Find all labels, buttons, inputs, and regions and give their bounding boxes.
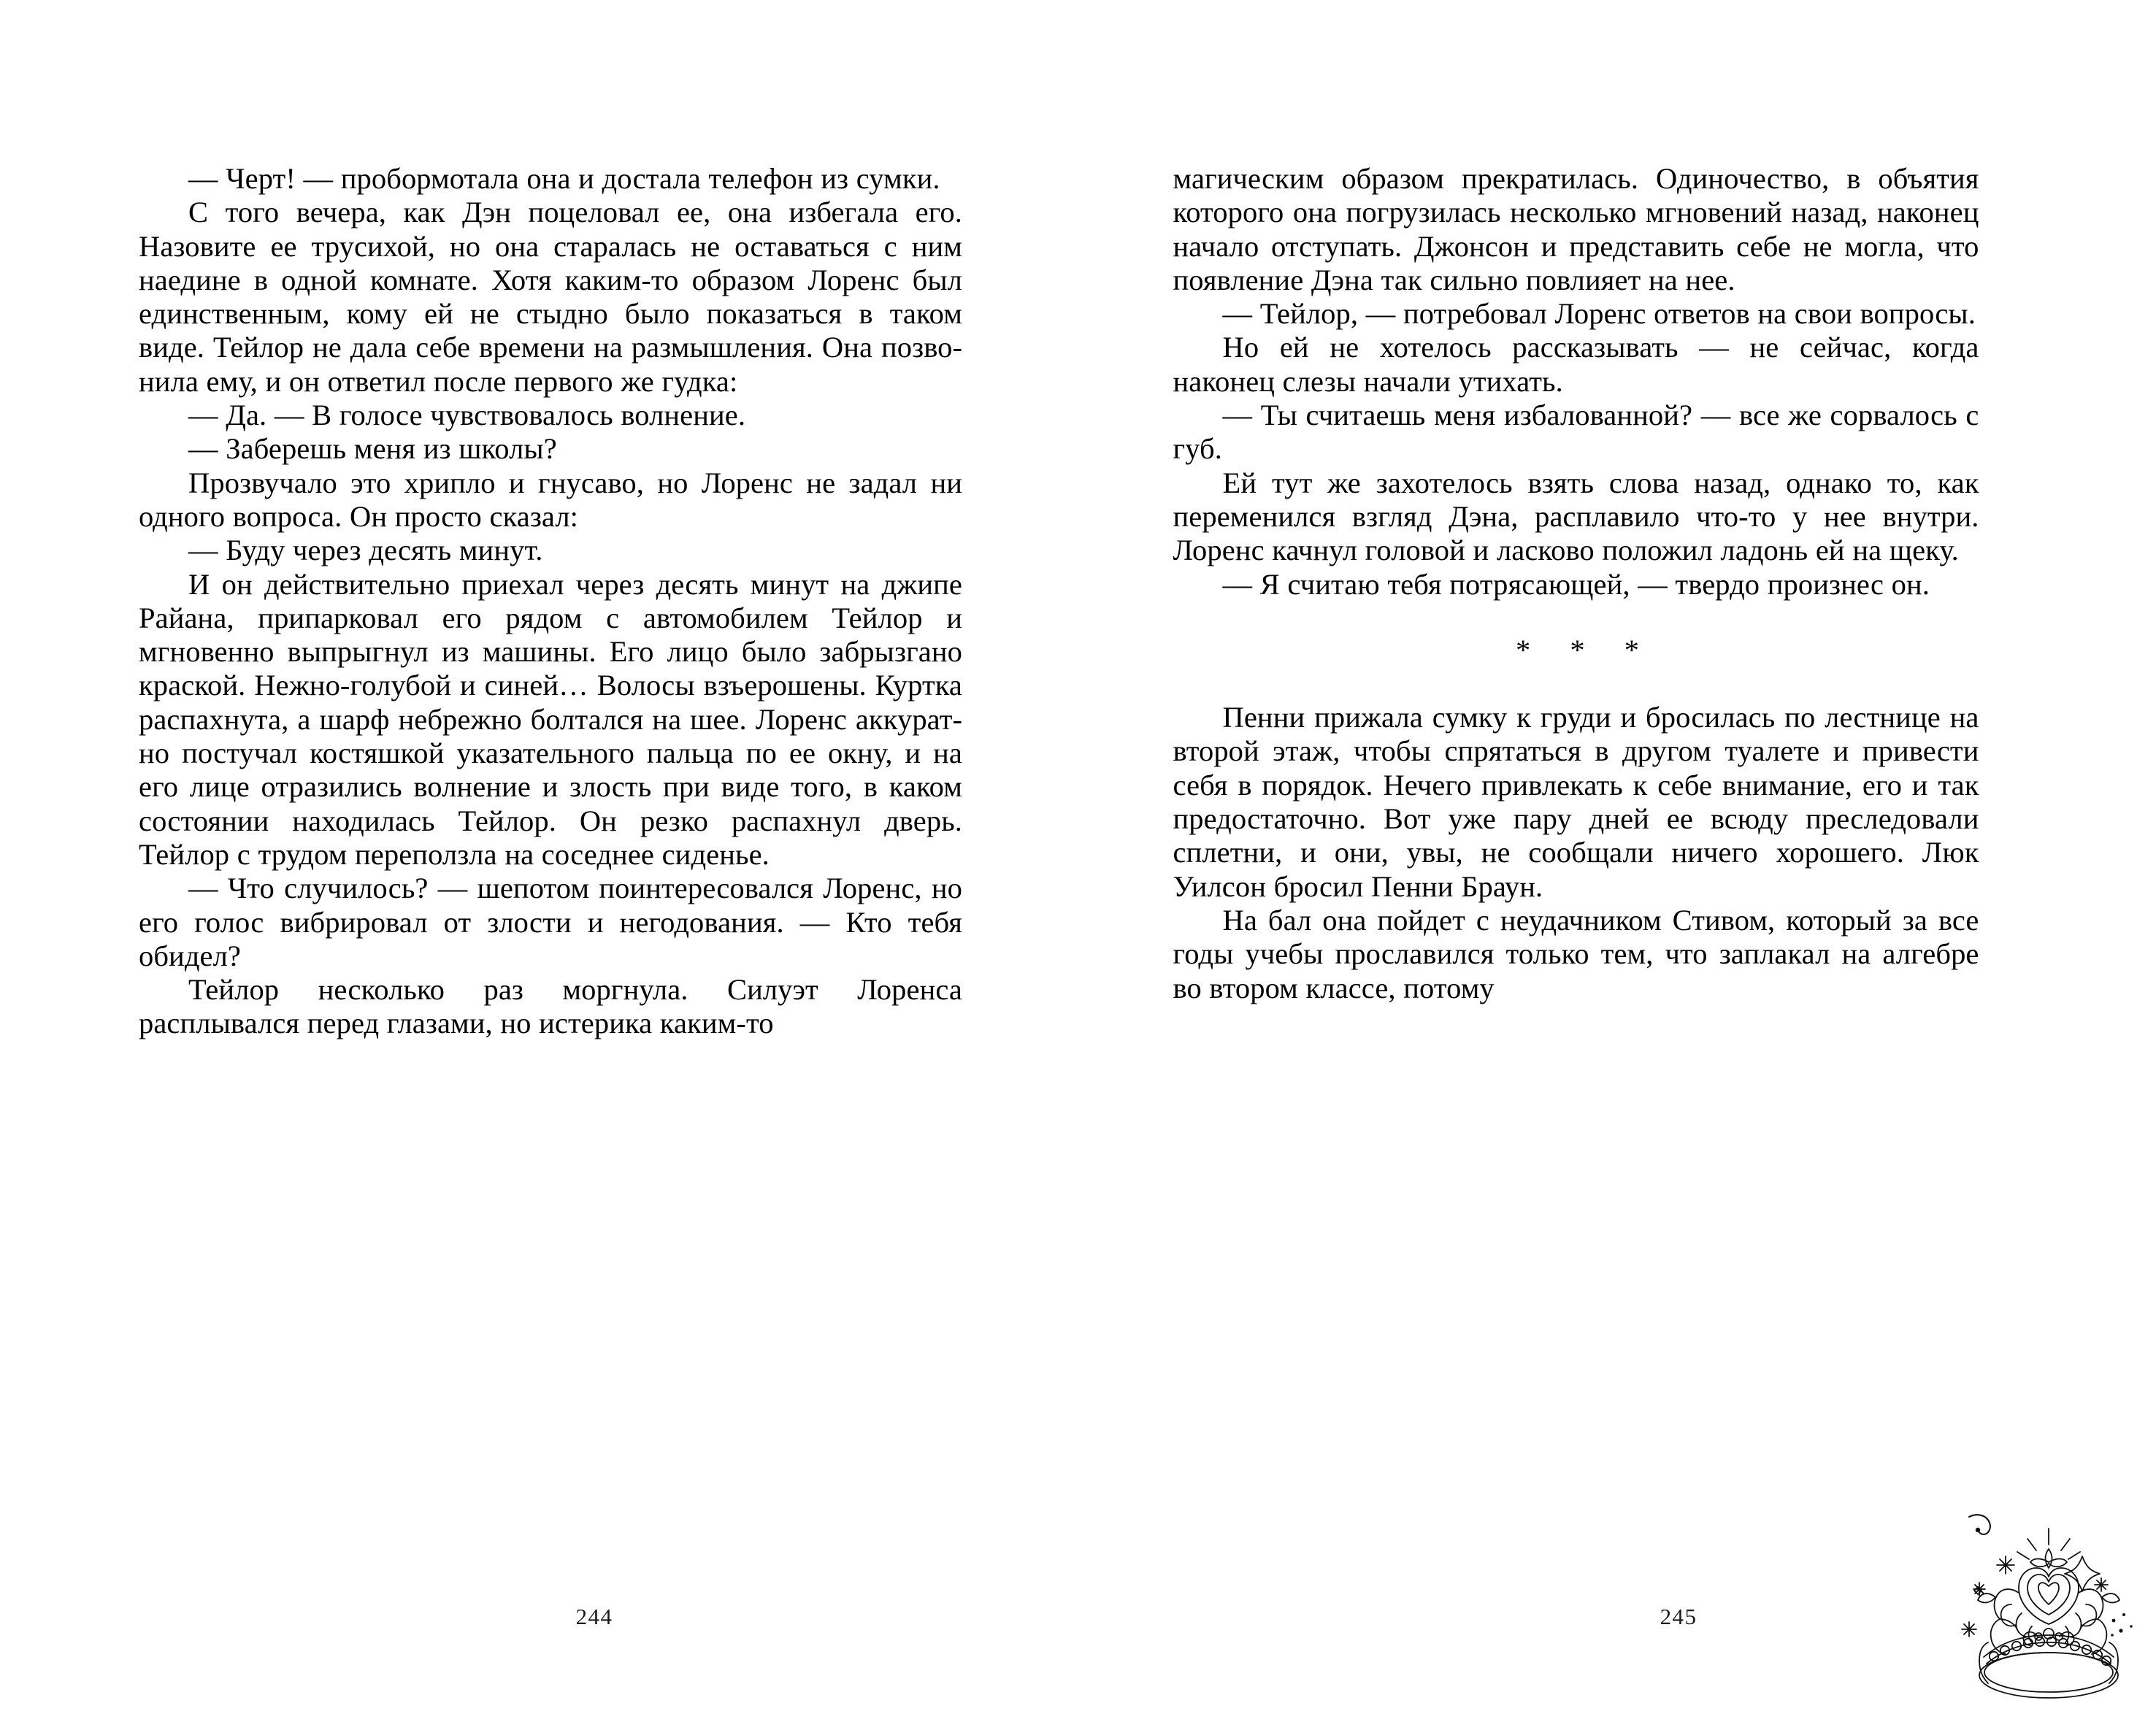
paragraph: — Да. — В голосе чувствовалось волнение. bbox=[139, 399, 962, 432]
paragraph: Пенни прижала сумку к груди и бросилась по лестнице на второй этаж, чтобы спрятаться в другом туалете и привести себя в порядок. Нечего привлекать к себе внимание, его и так предостаточно. Вот уже пару дней ее всюду преследовали сплетни, и они, увы, не сообщали ничего хорошего. Люк Уилсон бросил Пенни Браун. bbox=[1173, 701, 1979, 904]
paragraph: — Что случилось? — шепотом поинтересовался Лоренс, но его голос вибрировал от злости и негодования. — Кто тебя обидел? bbox=[139, 872, 962, 973]
paragraph: И он действительно приехал через десять минут на джипе Райана, припарковал его рядом с автомобилем Тейлор и мгновенно выпрыгнул из машины. Его лицо было забрызгано краской. Нежно-голубой и синей… Волосы взъерошены. Куртка распахнута, а шарф небрежно болтался на шее. Лоренс аккуратно постучал костяшкой указательного пальца по ее окну, и на его лице отразились волнение и злость при виде того, в каком состоянии находилась Тейлор. Он резко распахнул дверь. Тейлор с трудом переползла на соседнее сиденье. bbox=[139, 568, 962, 872]
paragraph: — Заберешь меня из школы? bbox=[139, 432, 962, 466]
paragraph: магическим образом прекратилась. Одиночество, в объятия которого она погрузилась несколько мгновений назад, наконец начало отступать. Джонсон и представить себе не могла, что появление Дэна так сильно повлияет на нее. bbox=[1173, 162, 1979, 297]
paragraph: — Я считаю тебя потрясающей, — твердо произнес он. bbox=[1173, 568, 1979, 601]
paragraph: — Ты считаешь меня избалованной? — все же сорвалось с губ. bbox=[1173, 399, 1979, 466]
page-number-left: 244 bbox=[0, 1605, 1145, 1628]
right-page-text-column bbox=[1173, 162, 1979, 1005]
paragraph: — Буду через десять минут. bbox=[139, 534, 962, 567]
paragraph: Прозвучало это хрипло и гнусаво, но Лоренс не задал ни одного вопроса. Он просто сказал: bbox=[139, 466, 962, 534]
paragraph: На бал она пойдет с неудачником Стивом, который за все годы учебы прославился только тем, что заплакал на алгебре во втором классе, потому bbox=[1173, 904, 1979, 1005]
paragraph: Ей тут же захотелось взять слова назад, однако то, как переменился взгляд Дэна, расплавило что-то у нее внутри. Лоренс качнул головой и ласково положил ладонь ей на щеку. bbox=[1173, 466, 1979, 568]
right-page bbox=[1078, 0, 2156, 1724]
paragraph: С того вечера, как Дэн поцеловал ее, она избегала его. Назовите ее трусихой, но она старалась не оставаться с ним наедине в одной комнате. Хотя каким-то образом Лоренс был единственным, кому ей не стыдно было показаться в таком виде. Тейлор не дала себе времени на размышления. Она позвонила ему, и он ответил после первого же гудка: bbox=[139, 196, 962, 399]
paragraph: Тейлор несколько раз моргнула. Силуэт Лоренса расплывался перед глазами, но истерика каким-то bbox=[139, 973, 962, 1041]
page-number-right: 245 bbox=[1078, 1605, 2156, 1628]
scene-break-separator: * * * bbox=[1173, 634, 1979, 667]
paragraph: Но ей не хотелось рассказывать — не сейчас, когда наконец слезы начали утихать. bbox=[1173, 331, 1979, 399]
paragraph: — Тейлор, — потребовал Лоренс ответов на свои вопросы. bbox=[1173, 297, 1979, 331]
left-page bbox=[0, 0, 1078, 1724]
paragraph: — Черт! — пробормотала она и достала телефон из сумки. bbox=[139, 162, 962, 196]
left-page-text-column bbox=[139, 162, 962, 1041]
